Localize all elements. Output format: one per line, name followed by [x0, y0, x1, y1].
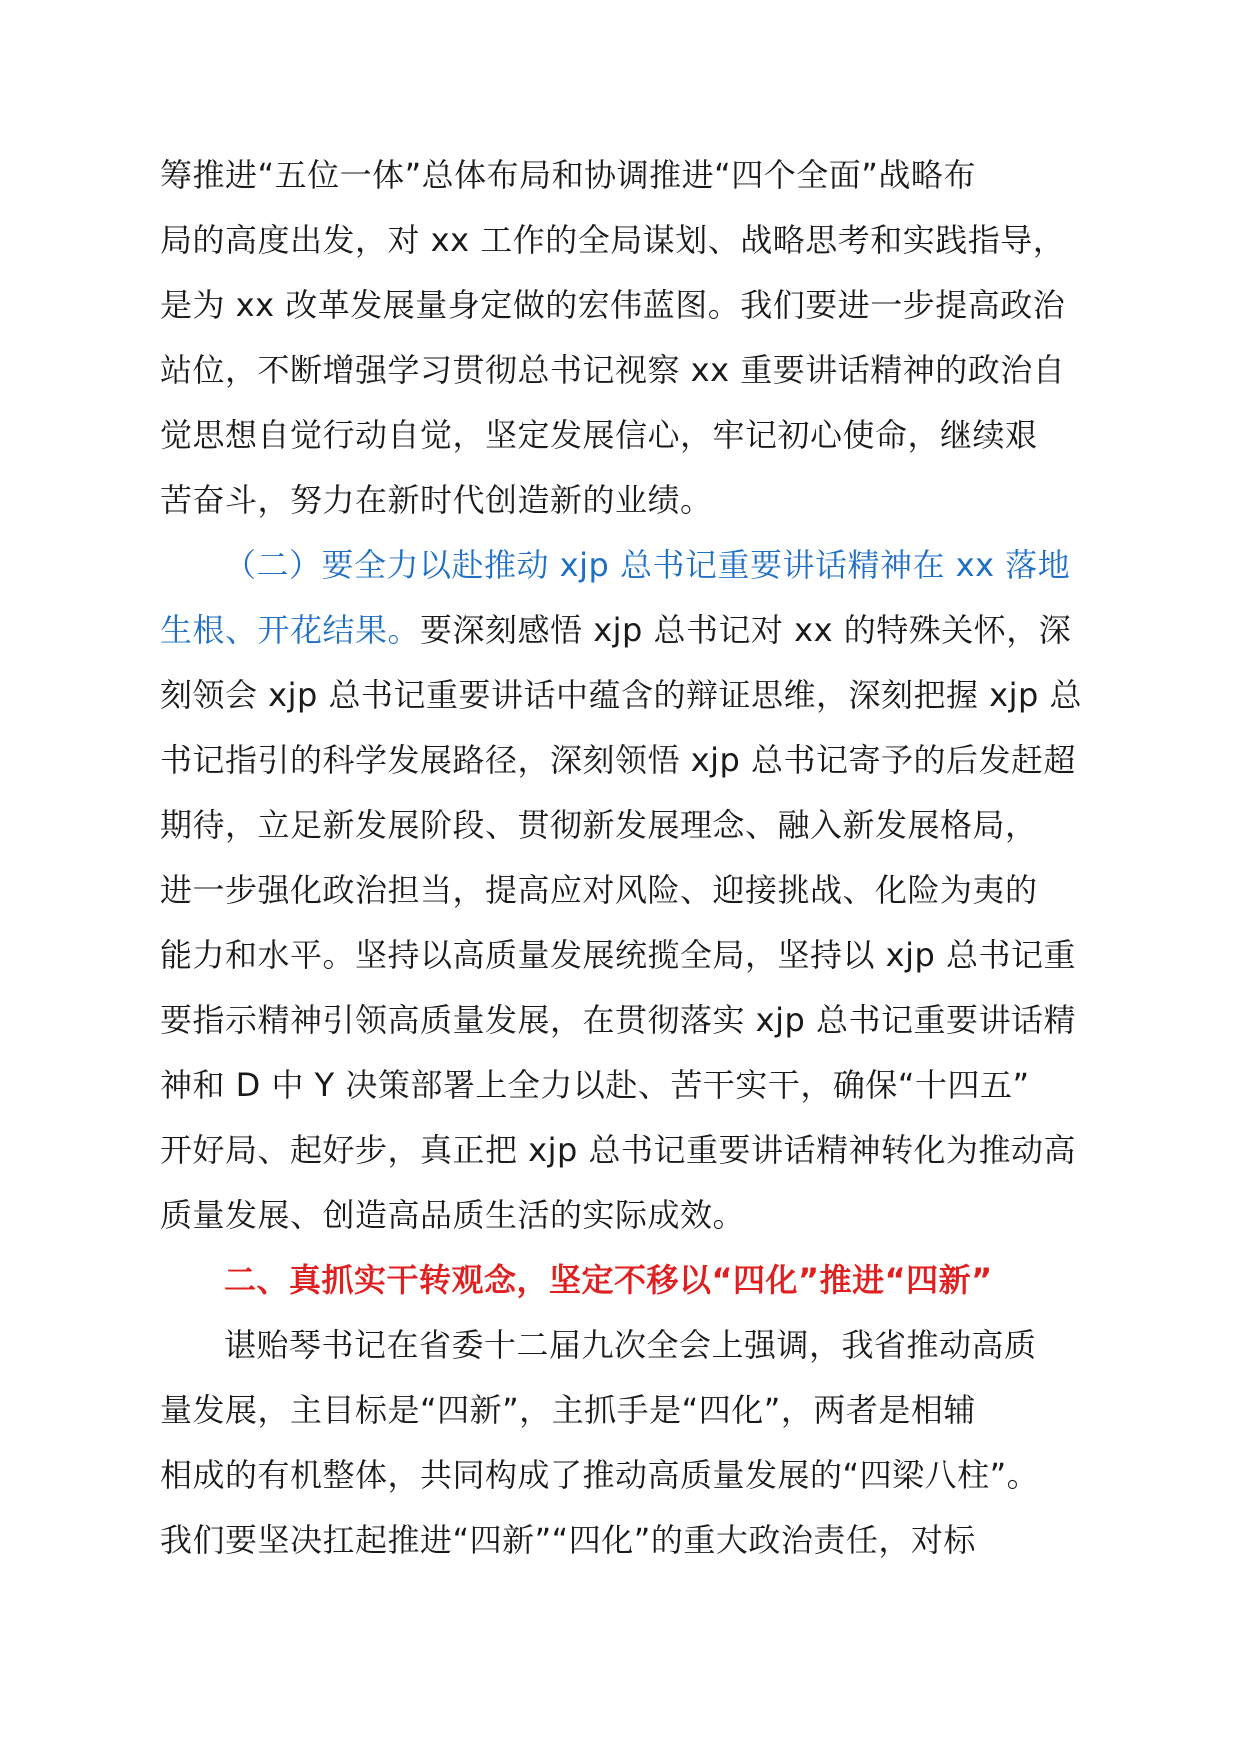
- text-line: 相成的有机整体，共同构成了推动高质量发展的“四梁八柱”。: [160, 1456, 1040, 1494]
- text-line: 书记指引的科学发展路径，深刻领悟 xjp 总书记寄予的后发赶超: [160, 741, 1076, 779]
- text-line: 是为 xx 改革发展量身定做的宏伟蓝图。我们要进一步提高政治: [160, 286, 1066, 324]
- paragraph-3: [160, 1313, 1100, 1573]
- text-line: 进一步强化政治担当，提高应对风险、迎接挑战、化险为夷的: [160, 871, 1038, 909]
- text-line: 期待，立足新发展阶段、贯彻新发展理念、融入新发展格局，: [160, 806, 1038, 844]
- text-line: 苦奋斗，努力在新时代创造新的业绩。: [160, 481, 713, 519]
- section-heading-block: [160, 1248, 1100, 1313]
- paragraph-2: [160, 533, 1100, 1248]
- text-line: 筹推进“五位一体”总体布局和协调推进“四个全面”战略布: [160, 156, 976, 194]
- text-line: 神和 D 中 Y 决策部署上全力以赴、苦干实干，确保“十四五”: [160, 1066, 1030, 1104]
- paragraph-1: [160, 143, 1100, 533]
- text-line: 觉思想自觉行动自觉，坚定发展信心，牢记初心使命，继续艰: [160, 416, 1038, 454]
- text-line: [160, 533, 1100, 598]
- text-line: 要指示精神引领高质量发展，在贯彻落实 xjp 总书记重要讲话精: [160, 1001, 1076, 1039]
- text-line: 刻领会 xjp 总书记重要讲话中蕴含的辩证思维，深刻把握 xjp 总: [160, 676, 1082, 714]
- text-run: 要深刻感悟 xjp 总书记对 xx 的特殊关怀，深: [420, 611, 1072, 649]
- text-line: 质量发展、创造高品质生活的实际成效。: [160, 1196, 746, 1234]
- text-line: 站位，不断增强学习贯彻总书记视察 xx 重要讲话精神的政治自: [160, 351, 1066, 389]
- text-line: [160, 598, 1100, 663]
- text-line: 开好局、起好步，真正把 xjp 总书记重要讲话精神转化为推动高: [160, 1131, 1076, 1169]
- text-line: 谌贻琴书记在省委十二届九次全会上强调，我省推动高质: [224, 1326, 1037, 1364]
- subheading-part-1: （二）要全力以赴推动 xjp 总书记重要讲话精神在 xx 落地: [224, 546, 1071, 584]
- subheading-part-2: 生根、开花结果。: [160, 611, 421, 649]
- section-heading: 二、真抓实干转观念，坚定不移以“四化”推进“四新”: [224, 1261, 993, 1299]
- text-line: 我们要坚决扛起推进“四新”“四化”的重大政治责任，对标: [160, 1521, 976, 1559]
- text-line: 量发展，主目标是“四新”，主抓手是“四化”，两者是相辅: [160, 1391, 976, 1429]
- text-line: 局的高度出发，对 xx 工作的全局谋划、战略思考和实践指导，: [160, 221, 1066, 259]
- text-line: 能力和水平。坚持以高质量发展统揽全局，坚持以 xjp 总书记重: [160, 936, 1076, 974]
